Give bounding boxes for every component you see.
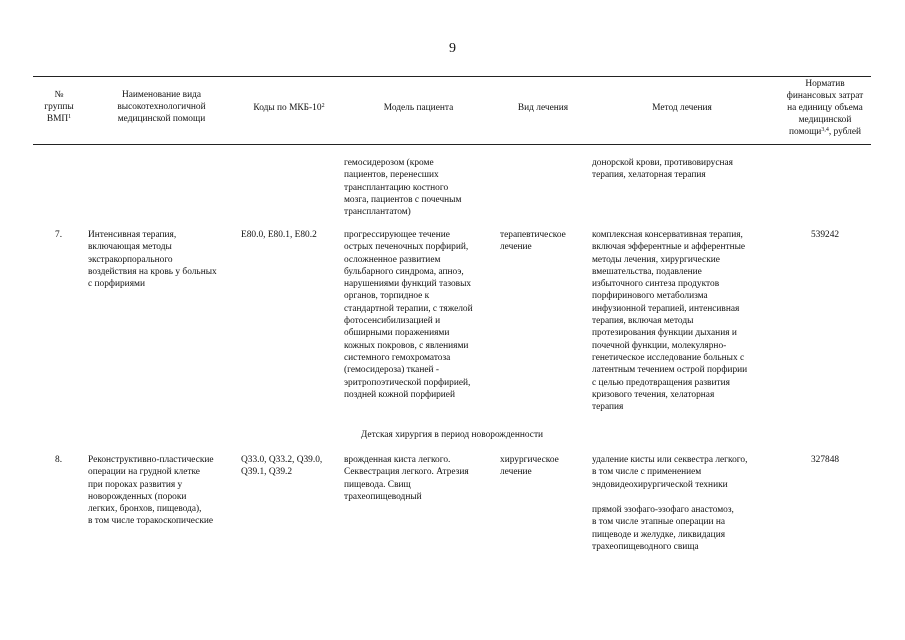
row-7-treatment-type: терапевтическое лечение bbox=[500, 230, 566, 253]
row-8-cost-norm: 327848 bbox=[810, 455, 840, 465]
row-8-patient-model: врожденная киста легкого. Секвестрация легкого. Атрезия пищевода. Свищ трахеопищеводный bbox=[344, 455, 469, 502]
header-icd-codes: Коды по МКБ-$10^2$ bbox=[253, 103, 325, 113]
header-care-type: Наименование вида высокотехнологичной медицинской помощи bbox=[117, 90, 206, 124]
row-8-icd-codes: Q33.0, Q33.2, Q39.0, Q39.1, Q39.2 bbox=[241, 455, 323, 478]
table-top-rule bbox=[33, 76, 871, 77]
header-patient-model: Модель пациента bbox=[383, 103, 454, 113]
header-group-number: № группы ВМП$^1$ bbox=[44, 90, 74, 124]
row-7-icd-codes: E80.0, E80.1, E80.2 bbox=[241, 230, 317, 240]
row-8-number: 8. bbox=[55, 455, 63, 465]
header-treatment-type: Вид лечения bbox=[517, 103, 569, 113]
header-cost-norm: Норматив финансовых затрат на единицу объема медицинской помощи$^{3,4}$, рублей bbox=[786, 79, 864, 137]
row-7-cost-norm: 539242 bbox=[810, 230, 840, 240]
continuation-patient-model: гемосидерозом (кроме пациентов, перенесших трансплантацию костного мозга, пациентов с почечным трансплантатом) bbox=[344, 158, 462, 218]
header-treatment-method: Метод лечения bbox=[652, 103, 712, 113]
row-7-patient-model: прогрессирующее течение острых печеночных порфирий, осложненное развитием бульбарного синдрома, апноэ, нарушениями функций тазовых органов, торпидное к стандартной терапии, с тяжелой фотосенсибилизацией и обширными поражениями кожных покровов, с явлениями системного гемохроматоза (гемосидероза) тканей - эритропоэтической порфирией, поздней кожной порфирией bbox=[344, 230, 473, 400]
continuation-treatment-method: донорской крови, противовирусная терапия, хелаторная терапия bbox=[592, 158, 733, 181]
row-7-care-type: Интенсивная терапия, включающая методы экстракорпорального воздействия на кровь у больных с порфириями bbox=[88, 230, 217, 290]
row-8-treatment-method-b: прямой эзофаго-эзофаго анастомоз, в том числе этапные операции на пищеводе и желудке, ликвидация трахеопищеводного свища bbox=[592, 505, 734, 552]
row-7-treatment-method: комплексная консервативная терапия, включая эфферентные и афферентные методы лечения, хирургические вмешательства, подавление избыточного синтеза продуктов порфиринового метаболизма инфузионной терапией, интенсивная терапия, включая методы протезирования функции дыхания и почечной функции, молекулярно- генетическое исследование больных с латентным течением острой порфирии с целью предотвращения развития кризового течения, хелаторная терапия bbox=[592, 230, 748, 413]
section-title: Детская хирургия в период новорожденности bbox=[360, 430, 544, 440]
row-8-care-type: Реконструктивно-пластические операции на грудной клетке при пороках развития у новорожденных (пороки легких, бронхов, пищевода), в том числе торакоскопические bbox=[88, 455, 214, 527]
row-8-treatment-type: хирургическое лечение bbox=[500, 455, 559, 478]
header-bottom-rule bbox=[33, 144, 871, 145]
row-7-number: 7. bbox=[55, 230, 63, 240]
row-8-treatment-method-a: удаление кисты или секвестра легкого, в том числе с применением эндовидеохирургической техники bbox=[592, 455, 748, 490]
page-number: 9 bbox=[449, 41, 456, 56]
